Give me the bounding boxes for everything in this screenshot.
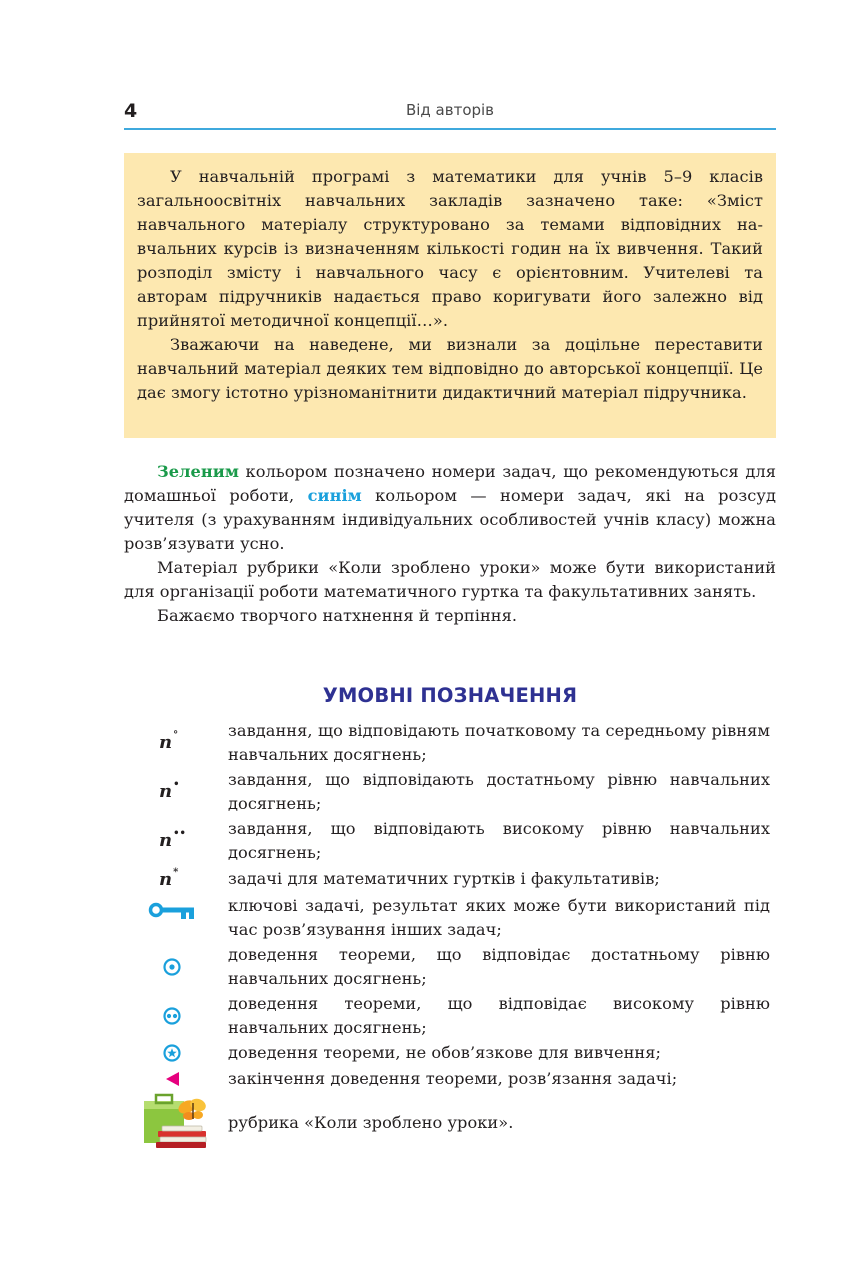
program-quote-box <box>124 153 776 438</box>
circle-two-dots-icon <box>162 1006 182 1026</box>
legend-text: закінчення доведення теореми, розв’язання задачі; <box>228 1069 678 1088</box>
legend-text: доведення теореми, не обов’язкове для вивчення; <box>228 1043 662 1062</box>
legend-item <box>140 1066 780 1092</box>
page-header <box>124 96 776 130</box>
rubric-paragraph: Матеріал рубрики «Коли зроблено уроки» може бути використаний для організації роботи математичного гуртка та факультативних занять. <box>124 558 776 601</box>
header-rule <box>124 128 776 130</box>
running-title: Від авторів <box>405 101 495 119</box>
legend-item <box>140 991 780 1040</box>
legend-list <box>140 718 780 1154</box>
legend-text: ключові задачі, результат яких може бути використаний під час розв’язування інших задач; <box>228 895 770 939</box>
legend-item <box>140 865 780 893</box>
green-word: Зеленим <box>157 462 239 481</box>
legend-text: завдання, що відповідають високому рівню навчальних досягнень; <box>228 818 770 862</box>
note-paragraph-2: Зважаючи на наведене, ми визнали за доцільне переставити навчальний матеріал деяких тем відповідно до авторської концепції. Це дає змогу істотно урізноманітнити дидактичний матеріал підручника. <box>137 335 763 402</box>
blue-word: синім <box>307 486 362 505</box>
degree-n-icon: n° <box>159 730 179 753</box>
legend-text: задачі для математичних гуртків і факультативів; <box>228 869 660 888</box>
dot-n-icon: n• <box>159 779 180 802</box>
legend-text: доведення теореми, що відповідає достатньому рівню навчальних досягнень; <box>228 944 770 988</box>
legend-item <box>140 1040 780 1066</box>
legend-item <box>140 893 780 942</box>
star-n-icon: n* <box>159 866 179 890</box>
legend-item <box>140 718 780 767</box>
double-dot-n-icon: n•• <box>159 828 186 851</box>
legend-item <box>140 767 780 816</box>
books-butterfly-icon <box>142 1093 210 1153</box>
color-text-part2: кольором — номери задач, які на розсуд учителя (з урахуванням індивідуальних особливостей учнів класу) можна розв’язувати усно. <box>124 486 776 553</box>
color-coding-paragraph <box>124 460 776 556</box>
legend-text: рубрика «Коли зроблено уроки». <box>228 1113 514 1132</box>
main-text <box>124 460 776 628</box>
note-paragraph-1: У навчальній програмі з математики для учнів 5–9 класів загальноосвітніх навчальних закладів зазначено таке: «Зміст навчального матеріалу структуровано за темами відповідних навчальних курсів із визначенням кількості годин на їх вивчення. Такий розподіл змісту і навчального часу є орієнтовним. Учителеві та авторам підручників надається право коригувати його залежно від прийнятої методичної концепції…». <box>137 167 763 330</box>
color-text-part1: кольором позначено номери задач, що рекомендуються для домашньої роботи, <box>124 462 776 505</box>
triangle-end-icon <box>164 1070 182 1088</box>
legend-text: доведення теореми, що відповідає високому рівню навчальних досягнень; <box>228 993 770 1037</box>
key-icon <box>148 901 198 923</box>
legend-item <box>140 816 780 865</box>
circle-dot-icon <box>162 957 182 977</box>
legend-text: завдання, що відповідають достатньому рівню навчальних досягнень; <box>228 769 770 813</box>
legend-item <box>140 942 780 991</box>
legend-item <box>140 1092 780 1154</box>
legend-title: УМОВНІ ПОЗНАЧЕННЯ <box>322 684 578 707</box>
circle-star-icon <box>162 1043 182 1063</box>
page-number: 4 <box>124 100 138 122</box>
wishes-paragraph: Бажаємо творчого натхнення й терпіння. <box>157 606 518 625</box>
legend-text: завдання, що відповідають початковому та середньому рівням навчальних досягнень; <box>228 720 770 764</box>
